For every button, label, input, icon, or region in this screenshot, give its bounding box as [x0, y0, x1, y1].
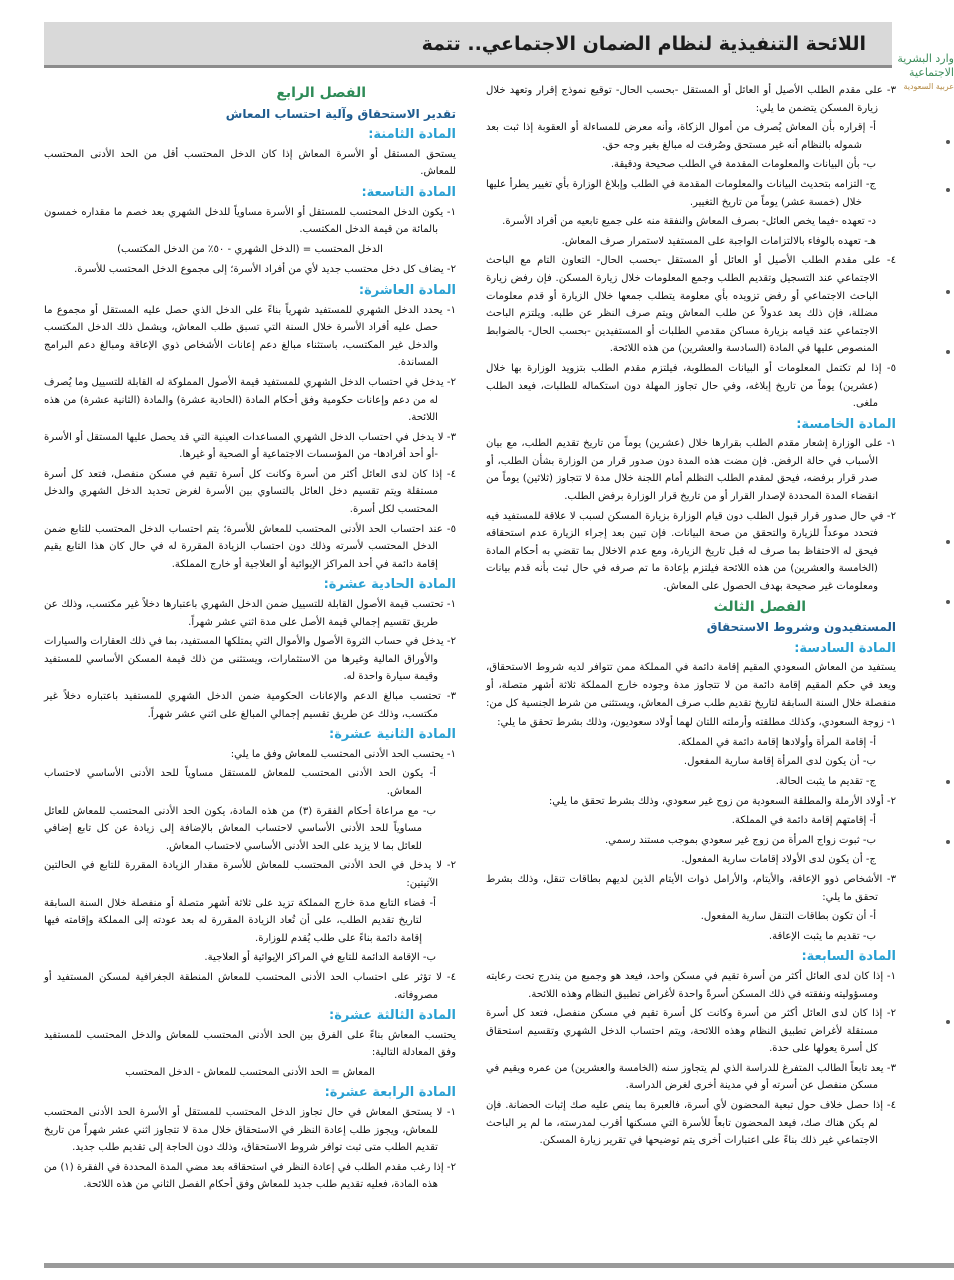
- paragraph: ٥- عند احتساب الحد الأدنى المحتسب للمعاش للأسرة؛ يتم احتساب الدخل المحتسب للتابع ضمن الدخل المحتسب لأسرته وذلك دون احتساب الزيادة المقررة له في حال كان هذا التابع يقيم إقامة دائمة في أحد المراكز الإيوائية أو العلاجية أو خارج المملكة.: [44, 523, 456, 570]
- paragraph: ٢- لا يدخل في الحد الأدنى المحتسب للمعاش للأسرة مقدار الزيادة المقررة للتابع في الحالتين الآتيتين:: [44, 860, 456, 889]
- right-column: [486, 82, 896, 1152]
- article-heading: المادة الثالثة عشرة:: [329, 1008, 456, 1024]
- paragraph: ج- التزامه بتحديث البيانات والمعلومات المقدمة في الطلب وإبلاغ الوزارة بأي تغيير يطرأ عليها خلال (خمسة عشر) يوماً من تاريخ التغيير.: [486, 178, 876, 208]
- page-edge-marks: [946, 140, 950, 1040]
- paragraph: د- تعهده -فيما يخص العائل- بصرف المعاش والنفقة منه على جميع تابعيه من أفراد الأسرة.: [502, 216, 876, 228]
- page-title: اللائحة التنفيذية لنظام الضمان الاجتماعي.. تتمة: [421, 32, 866, 55]
- logo-line: وارد البشرية: [897, 52, 954, 65]
- paragraph: ب- أن يكون لدى المرأة إقامة سارية المفعول.: [683, 756, 876, 768]
- section-heading: تقدير الاستحقاق وآلية احتساب المعاش: [225, 106, 456, 121]
- paragraph: ١- على الوزارة إشعار مقدم الطلب بقرارها خلال (عشرين) يوماً من تاريخ تقديم الطلب، مع بيان الأسباب في حالة الرفض. فإن مضت هذه المدة دون صدور قرار من الوزارة بشأن الطلب، أو صدر قرار برفضه، فيحق لمقدم الطلب التظلم أمام اللجنة خلال مدة لا تتجاوز (ثلاثين) يوماً من انقضاء المدة المحددة لإصدار القرار أو من تاريخ قرار الوزارة برفض الطلب.: [486, 438, 896, 503]
- paragraph: ١- يحدد الدخل الشهري للمستفيد شهرياً بناءً على الدخل الذي حصل عليه المستقل أو مجموع ما حصل عليه أفراد الأسرة خلال السنة التي تسبق طلب المعاش، ويشمل ذلك الدخل المكتسب والدخل غير المكتسب، باستثناء مبالغ دعم إعانات الأشخاص ذوي الإعاقة ومبالغ دعم البرامج المساندة.: [44, 304, 456, 369]
- paragraph: أ- إقامة المرأة وأولادها إقامة دائمة في المملكة.: [677, 736, 876, 748]
- section-heading: المستفيدون وشروط الاستحقاق: [706, 620, 896, 635]
- paragraph: ٤- إذا حصل خلاف حول تبعية المحضون لأي أسرة، فالعبرة بما ينص عليه صك إثبات الحضانة. فإن لم يكن هناك صك، فيعد المحضون تابعاً للأسرة التي مسكنها أقرب لمدرسته، ما لم ير الباحث الاجتماعي غير ذلك بناءً على اعتبارات أخرى يتم توضيحها في تقرير زيارة المسكن.: [486, 1100, 896, 1147]
- article-heading: المادة العاشرة:: [358, 282, 456, 298]
- article-heading: المادة السابعة:: [801, 949, 896, 965]
- paragraph: أ- إقراره بأن المعاش يُصرف من أموال الزكاة، وأنه معرض للمساءلة أو العقوبة إذا ثبت بعد شموله بالنظام أنه غير مستحق وصُرفت له مبالغ بغير وجه حق.: [486, 122, 876, 151]
- formula: الدخل المحتسب = (الدخل الشهري - ٥٠٪ من الدخل المكتسب): [117, 243, 383, 255]
- paragraph: ٣- الأشخاص ذوو الإعاقة، والأيتام، والأرامل ذوات الأيتام الذين لديهم بطاقات تنقل، وذلك بشرط تحقق ما يلي:: [486, 873, 896, 903]
- article-heading: المادة السادسة:: [794, 640, 896, 656]
- title-banner: [44, 22, 892, 68]
- paragraph: ب- مع مراعاة أحكام الفقرة (٣) من هذه المادة، يكون الحد الأدنى المحتسب للمعاش للعائل مساوياً للحد الأدنى الأساسي لاحتساب المعاش بالإضافة إلى زيادة عن كل تابع إضافي للعائل بما لا يزيد على الحد الأدنى الأساسي لاحتساب المعاش.: [44, 805, 437, 852]
- logo-line: الاجتماعية: [909, 66, 954, 79]
- paragraph: ٢- يضاف كل دخل محتسب جديد لأي من أفراد الأسرة؛ إلى مجموع الدخل المحتسب للأسرة.: [74, 264, 456, 276]
- paragraph: ٥- إذا لم تكتمل المعلومات أو البيانات المطلوبة، فيلتزم مقدم الطلب بتزويد الوزارة بها خلال (عشرين) يوماً من تاريخ إبلاغه، وفي حال تجاوز المهلة دون استكماله للطلبات، فيعد الطلب ملغى.: [486, 362, 896, 410]
- paragraph: ب- ثبوت زواج المرأة من زوج غير سعودي بموجب مستند رسمي.: [604, 834, 876, 846]
- article-heading: المادة التاسعة:: [361, 184, 456, 200]
- paragraph: ٢- إذا رغب مقدم الطلب في إعادة النظر في استحقاقه بعد مضي المدة المحددة في الفقرة (١) من هذه المادة، فعليه تقديم طلب جديد للمعاش وفق أحكام الفصل الثاني من هذه اللائحة.: [44, 1161, 456, 1191]
- paragraph: ٤- على مقدم الطلب الأصيل أو العائل أو المستقل -بحسب الحال- التعاون التام مع الباحث الاجتماعي عند التسجيل وتقديم الطلب وجمع المعلومات خلال زيارة المسكن. فإن رفض زيارة الباحث الاجتماعي أو رفض تزويده بأي معلومة يتطلب جمعها خلال الزيارة أو قدم معلومات مضللة، فإن ذلك يعد عدولاً عن طلب المعاش ويتم صرف النظر عن طلبه. ويلتزم الباحث الاجتماعي عند قيامه بزيارة مساكن مقدمي الطلبات أو المستفيدين -بحسب الحال- بالضوابط المنصوص عليها في المادة (السادسة والعشرين) من هذه اللائحة.: [486, 255, 896, 355]
- paragraph: ١- يحتسب الحد الأدنى المحتسب للمعاش وفق ما يلي:: [230, 748, 456, 760]
- formula: المعاش = الحد الأدنى المحتسب للمعاش - الدخل المحتسب: [125, 1066, 375, 1078]
- paragraph: ٢- إذا كان لدى العائل أكثر من أسرة وكانت كل أسرة تقيم في مسكن منفصل، فتعد كل أسرة مستقلة لأغراض تطبيق النظام وهذه اللائحة، ويتم احتساب الدخل الشهري وتقسيم استحقاق كل أسرة يعولها على حدة.: [486, 1008, 896, 1055]
- bottom-rule: [44, 1263, 954, 1268]
- paragraph: أ- أن تكون بطاقات التنقل سارية المفعول.: [700, 911, 876, 923]
- paragraph: ١- يكون الدخل المحتسب للمستقل أو الأسرة مساوياً للدخل الشهري بعد خصم ما مقداره خمسون بالمائة من قيمة الدخل المكتسب.: [44, 206, 456, 236]
- paragraph: ١- تحتسب قيمة الأصول القابلة للتسييل ضمن الدخل الشهري باعتبارها دخلاً غير مكتسب، وذلك عن طريق تقسيم إجمالي قيمة الأصل على مدة اثني عشر شهراً.: [44, 599, 456, 628]
- paragraph: ٢- يدخل في احتساب الدخل الشهري للمستفيد قيمة الأصول المملوكة له القابلة للتسييل وما يُصرف له من دعم وإعانات حكومية وفق أحكام المادة (الحادية عشرة) والمادة (الثانية عشرة) من هذه اللائحة.: [44, 376, 456, 424]
- paragraph: ١- زوجة السعودي، وكذلك مطلقته وأرملته اللتان لهما أولاد سعوديون، وذلك بشرط تحقق ما يلي:: [497, 717, 896, 729]
- paragraph: ١- لا يستحق المعاش في حال تجاوز الدخل المحتسب للمستقل أو الأسرة الحد الأدنى المحتسب للمعاش، ويجوز طلب إعادة النظر في الاستحقاق خلال مدة لا تتجاوز اثني عشر شهراً من تاريخ تقديم الطلب متى ثبت توافر شروط الاستحقاق، وذلك دون الحاجة إلى تقديم طلب جديد.: [44, 1107, 456, 1154]
- paragraph: ٤- لا تؤثر على احتساب الحد الأدنى المحتسب للمعاش المنطقة الجغرافية لمسكن المستفيد أو مصروفاته.: [44, 971, 456, 1001]
- paragraph: ج- تقديم ما يثبت الحالة.: [775, 775, 876, 787]
- paragraph: أ- إقامتهم إقامة دائمة في المملكة.: [731, 815, 876, 827]
- paragraph: ٣- يعد تابعاً الطالب المتفرغ للدراسة الذي لم يتجاوز سنه (الخامسة والعشرين) من عمره ويقيم في مسكن منفصل عن أسرته أو في مدينة أخرى لغرض الدراسة.: [486, 1062, 896, 1092]
- article-heading: المادة الثانية عشرة:: [329, 727, 456, 743]
- paragraph: يستحق المستقل أو الأسرة المعاش إذا كان الدخل المحتسب أقل من الحد الأدنى المحتسب للمعاش.: [44, 148, 456, 178]
- paragraph: ١- إذا كان لدى العائل أكثر من أسرة تقيم في مسكن واحد، فيعد هو وجميع من يندرج تحت رعايته ومسؤوليته ونفقته في ذلك المسكن أسرةً واحدة لأغراض تطبيق النظام وهذه اللائحة.: [486, 970, 896, 1000]
- paragraph: ٣- على مقدم الطلب الأصيل أو العائل أو المستقل -بحسب الحال- توقيع نموذج إقرار وتعهد خلال زيارة المسكن يتضمن ما يلي:: [486, 85, 896, 114]
- paragraph: ٣- لا يدخل في احتساب الدخل الشهري المساعدات العينية التي قد يحصل عليها المستقل أو الأسرة -أو أحد أفرادها- من المؤسسات الاجتماعية أو الصحية أو غيرها.: [44, 431, 456, 461]
- chapter-heading: الفصل الرابع: [276, 85, 366, 101]
- paragraph: ٤- إذا كان لدى العائل أكثر من أسرة وكانت كل أسرة تقيم في مسكن منفصل، فتعد كل أسرة مستقلة ويتم تقسيم دخل العائل بالتساوي بين الأسرة لغرض تحديد الدخل الشهري والدخل المحتسب لكل أسرة.: [44, 468, 456, 516]
- paragraph: أ- يكون الحد الأدنى المحتسب للمعاش للمستقل مساوياً للحد الأدنى الأساسي لاحتساب المعاش.: [44, 768, 436, 797]
- ministry-logo: [897, 52, 954, 112]
- paragraph: ب- تقديم ما يثبت الإعاقة.: [768, 930, 876, 942]
- article-heading: المادة الخامسة:: [796, 416, 896, 432]
- article-heading: المادة الثامنة:: [368, 127, 456, 143]
- article-heading: المادة الرابعة عشرة:: [324, 1085, 456, 1101]
- paragraph: أ- قضاء التابع مدة خارج المملكة تزيد على ثلاثة أشهر متصلة أو منفصلة خلال السنة السابقة لتاريخ تقديم الطلب، على أن تُعاد الزيادة المقررة له بعد عودته إلى المملكة وإقامته فيها إقامة دائمة بناءً على طلب يُقدم للوزارة.: [44, 897, 436, 944]
- article-heading: المادة الحادية عشرة:: [323, 577, 456, 593]
- paragraph: ٣- تحتسب مبالغ الدعم والإعانات الحكومية ضمن الدخل الشهري للمستفيد باعتباره دخلاً غير مكتسب، وذلك عن طريق تقسيم إجمالي المبالغ على اثني عشر شهراً.: [44, 691, 456, 720]
- paragraph: ب- الإقامة الدائمة للتابع في المراكز الإيوائية أو العلاجية.: [204, 952, 436, 964]
- left-column: [44, 82, 456, 1196]
- paragraph: يستفيد من المعاش السعودي المقيم إقامة دائمة في المملكة ممن تتوافر لديه شروط الاستحقاق، ويعد في حكم المقيم إقامة دائمة من لا تتجاوز مدة وجوده خارج المملكة ثلاثة أشهر متصلة، أو منفصلة خلال السنة السابقة لتاريخ تقديم طلب صرف المعاش، ويستثنى من شرط الجنسية كل من:: [485, 662, 896, 709]
- paragraph: ٢- أولاد الأرملة والمطلقة السعودية من زوج غير سعودي، وذلك بشرط تحقق ما يلي:: [548, 795, 896, 807]
- paragraph: ٢- في حال صدور قرار قبول الطلب دون قيام الوزارة بزيارة المسكن لسبب لا علاقة للمستفيد فيه فتحدد موعداً للزيارة والتحقق من صحة البيانات. فإن تبين بعد إجراء الزيارة عدم استحقاقه فيحق له الاحتفاظ بما صرف له قبل تاريخ الزيارة، ومع عدم الاخلال بما تقضي به أحكام المادة (الخامسة والعشرين) من هذه اللائحة فيلتزم بإعادة ما تم صرفه في حال ثبت بأنه قدم بيانات ومعلومات غير صحيحة بهدف الحصول على المعاش.: [486, 510, 896, 593]
- paragraph: ب- بأن البيانات والمعلومات المقدمة في الطلب صحيحة ودقيقة.: [610, 159, 876, 171]
- paragraph: هـ- تعهده بالوفاء بالالتزامات الواجبة على المستفيد لاستمرار صرف المعاش.: [561, 235, 876, 247]
- logo-line: عربية السعودية: [903, 82, 954, 91]
- paragraph: يحتسب المعاش بناءً على الفرق بين الحد الأدنى المحتسب للمعاش والدخل المحتسب للمستفيد وفق المعادلة التالية:: [44, 1029, 456, 1059]
- paragraph: ٢- يدخل في حساب الثروة الأصول والأموال التي يمتلكها المستفيد، بما في ذلك العقارات والسيارات والأوراق المالية وغيرها من الاستثمارات، ويستثنى من ذلك قيمة المسكن الأساسي للمستفيد وقيمة سيارة واحدة له.: [44, 636, 456, 683]
- chapter-heading: الفصل الثالث: [713, 598, 806, 615]
- paragraph: ج- أن يكون لدى الأولاد إقامات سارية المفعول.: [681, 854, 876, 866]
